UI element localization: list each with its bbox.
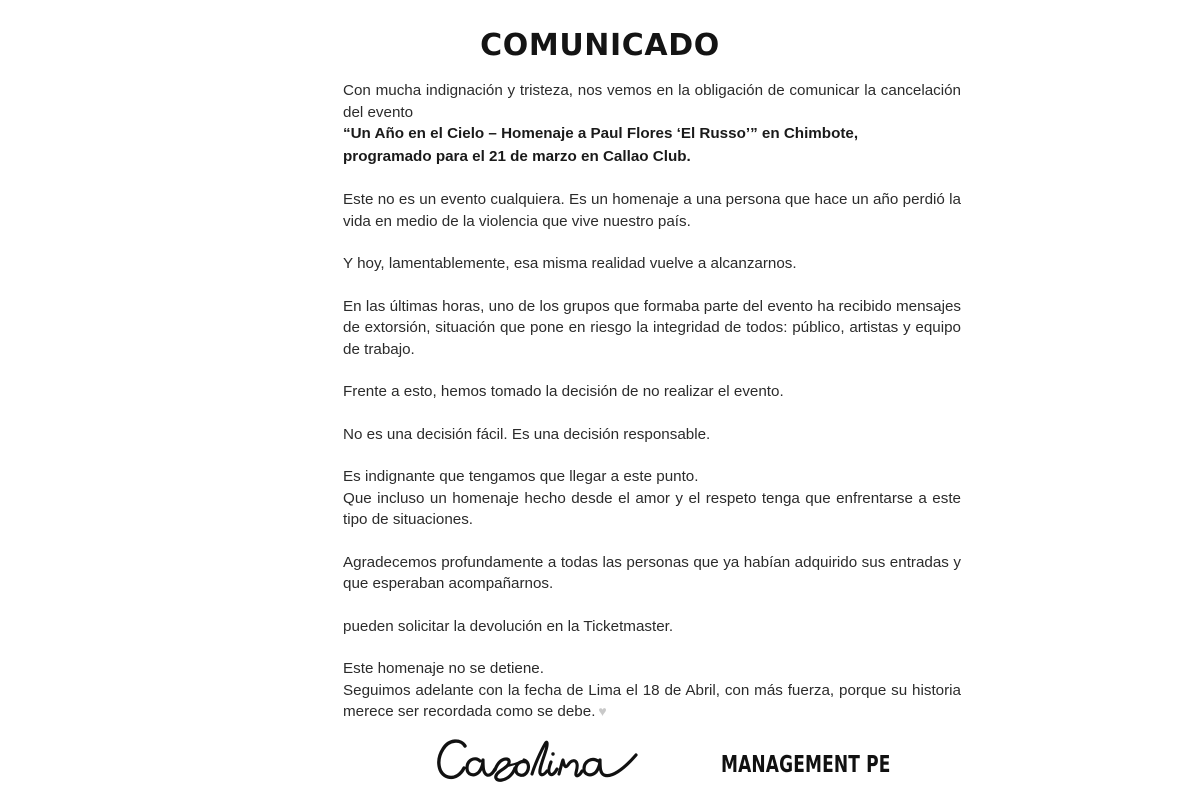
paragraph-reality: Y hoy, lamentablemente, esa misma realidad vuelve a alcanzarnos. (343, 255, 797, 272)
outrage-line-1: Es indignante que tengamos que llegar a este punto. (343, 468, 699, 485)
paragraph-tribute: Este no es un evento cualquiera. Es un homenaje a una persona que hace un año perdió la vida en medio de la violencia que vive nuestro país. (343, 191, 961, 230)
closing-line-1: Este homenaje no se detiene. (343, 660, 544, 677)
paragraph-refund: pueden solicitar la devolución en la Ticketmaster. (343, 617, 674, 635)
paragraph-extortion: En las últimas horas, uno de los grupos que formaba parte del evento ha recibido mensajes de extorsión, situación que pone en riesgo la integridad de todos: público, artistas y equipo de trabajo. (343, 297, 961, 358)
paragraph-event-details (343, 123, 961, 168)
paragraph-intro: Con mucha indignación y tristeza, nos vemos en la obligación de comunicar la cancelación del evento (343, 82, 961, 121)
event-schedule-line: programado para el 21 de marzo en Callao Club. (343, 147, 691, 165)
page-title: COMUNICADO (480, 28, 720, 64)
event-title-line: “Un Año en el Cielo – Homenaje a Paul Flores ‘El Russo’” en Chimbote, (343, 125, 859, 142)
paragraph-outrage (343, 466, 961, 531)
closing-line-2: Seguimos adelante con la fecha de Lima el 18 de Abril, con más fuerza, porque su historia merece ser recordada como se debe. (343, 681, 961, 720)
signature-block (343, 736, 961, 796)
document-body (343, 80, 961, 723)
handwritten-signature (431, 734, 646, 792)
paragraph-decision: Frente a esto, hemos tomado la decisión de no realizar el evento. (343, 383, 784, 400)
heart-icon: ♥ (598, 703, 607, 719)
paragraph-closing (343, 658, 961, 723)
paragraph-thanks: Agradecemos profundamente a todas las personas que ya habían adquirido sus entradas y que esperaban acompañarnos. (343, 553, 961, 592)
management-wordmark: MANAGEMENT PE (721, 752, 891, 778)
paragraph-responsible: No es una decisión fácil. Es una decisión responsable. (343, 425, 711, 443)
outrage-line-2: Que incluso un homenaje hecho desde el amor y el respeto tenga que enfrentarse a este tipo de situaciones. (343, 489, 961, 528)
